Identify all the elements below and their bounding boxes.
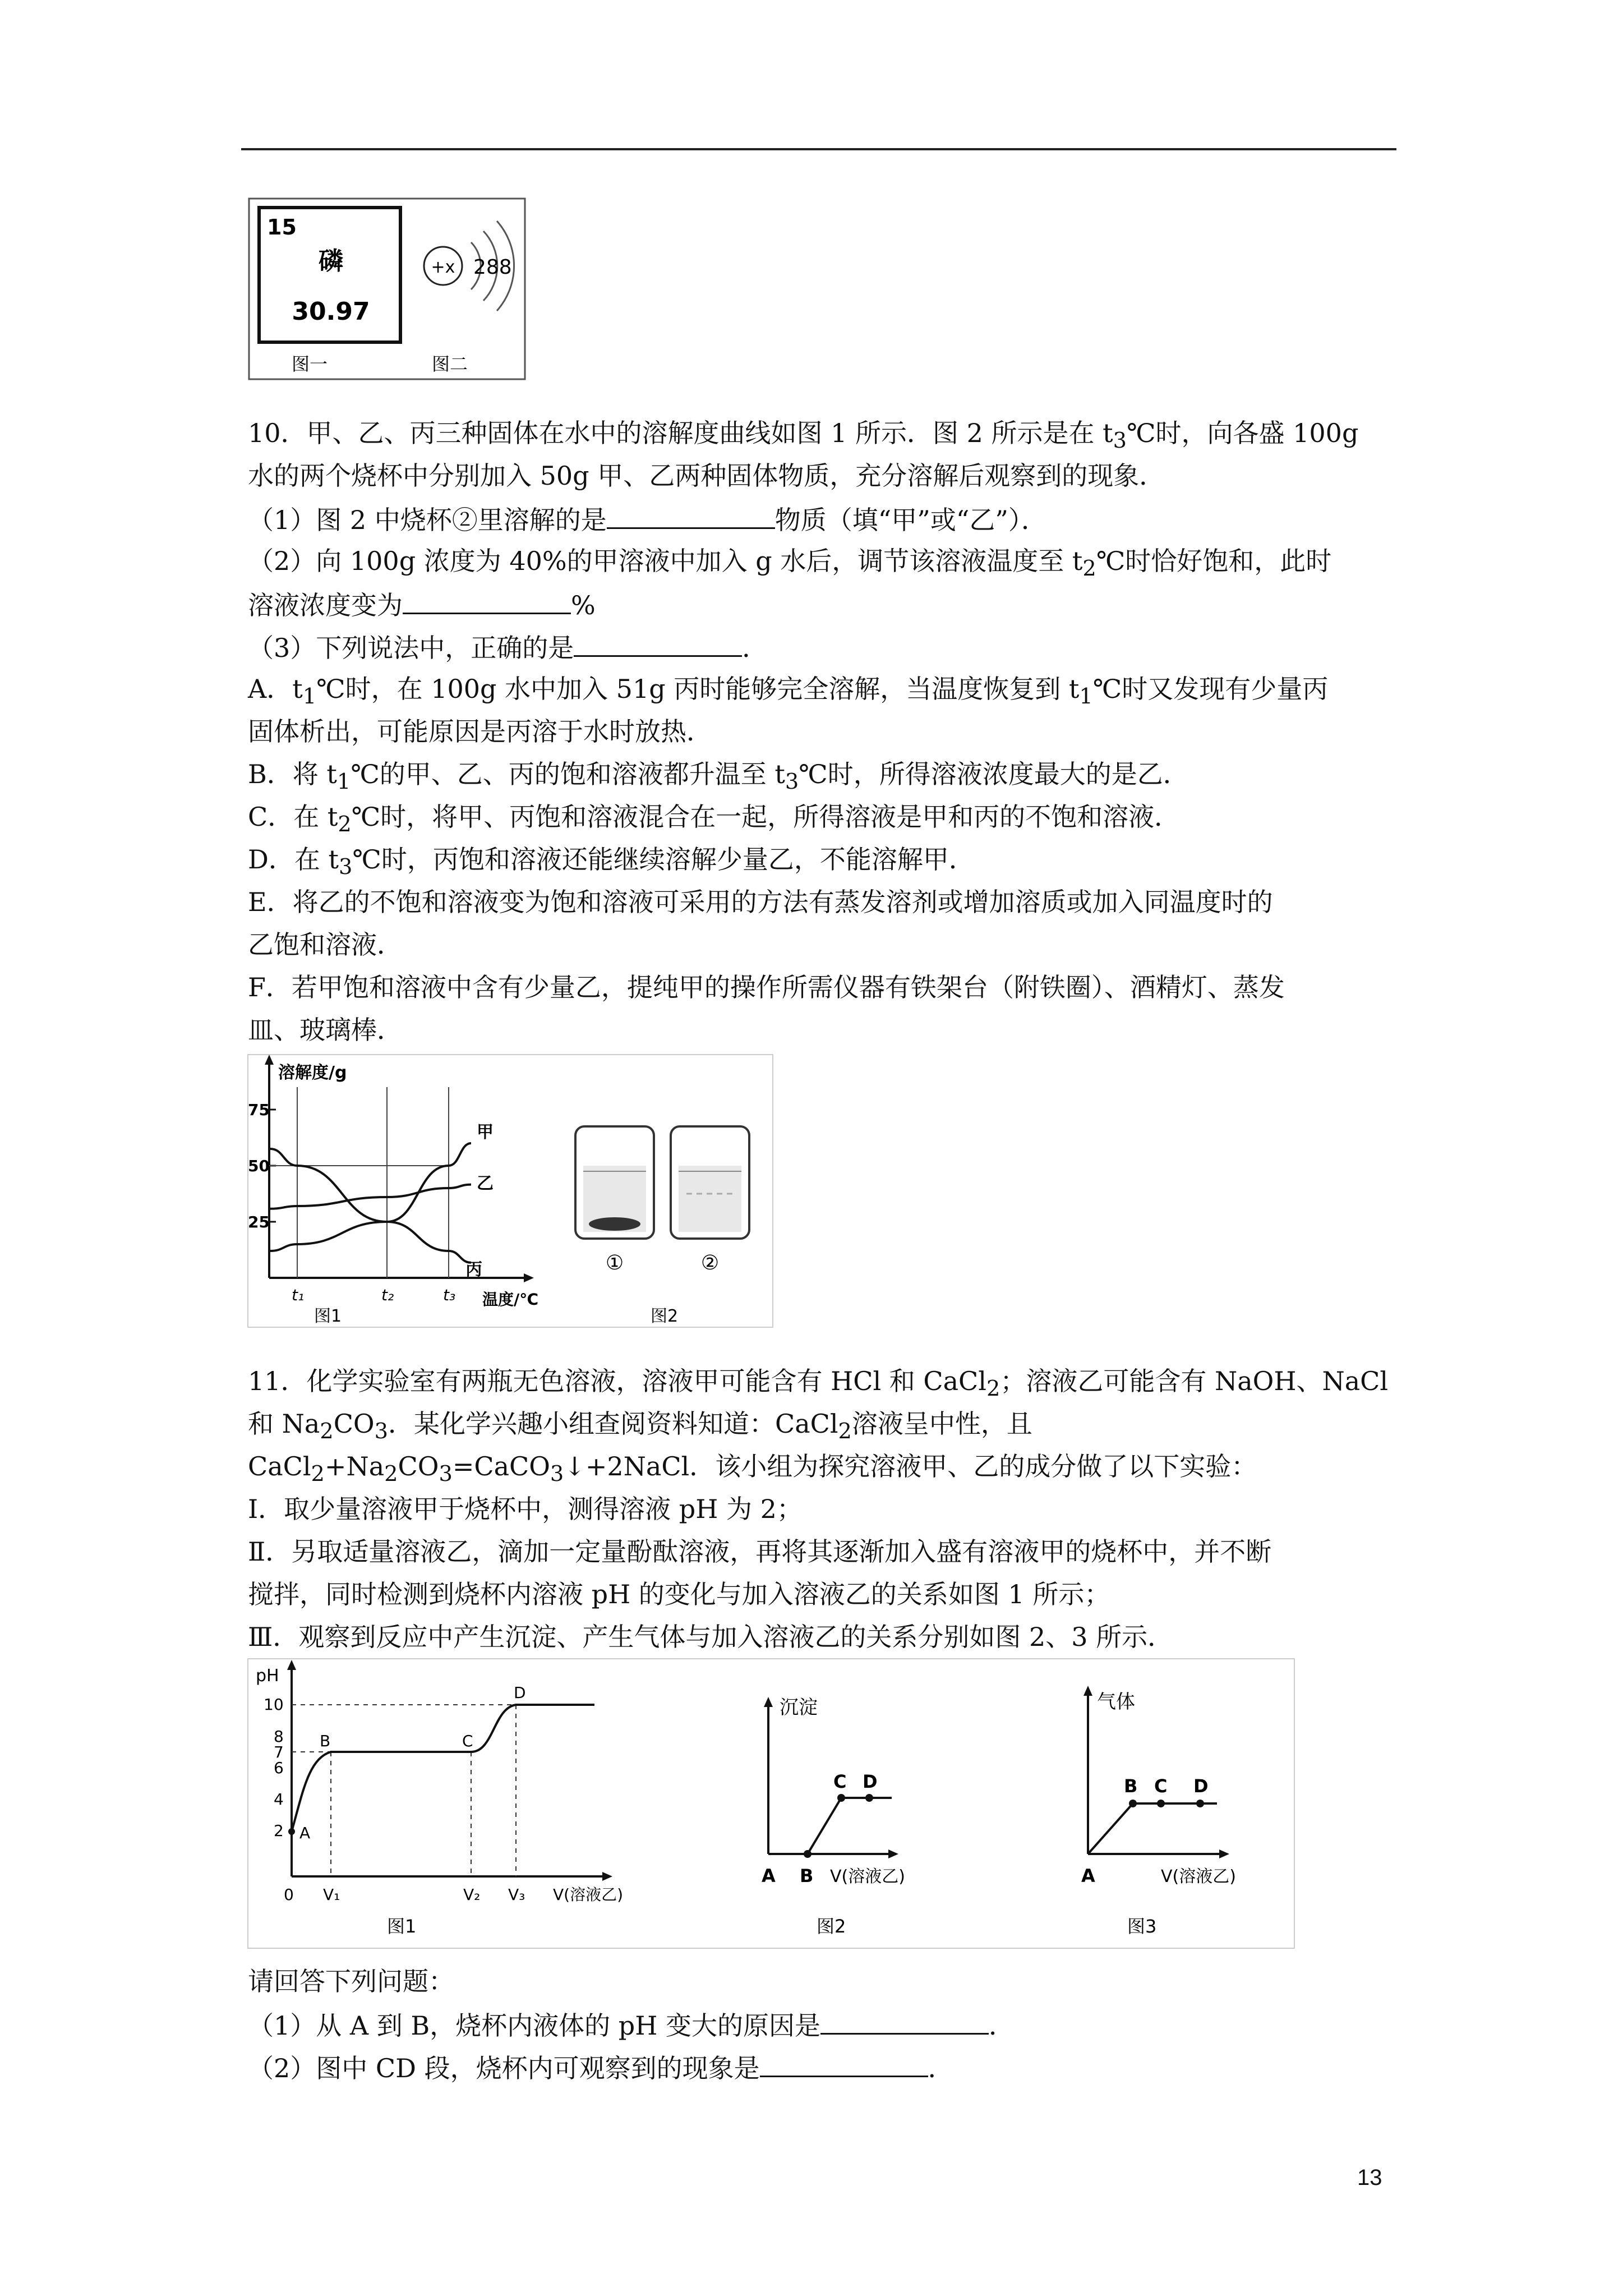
- x-axis-arrow: [524, 1273, 534, 1282]
- x-tick-label: t₃: [443, 1286, 456, 1304]
- q10-part-2b: 溶液浓度变为 %: [248, 587, 596, 622]
- gas-chart: [1081, 1686, 1236, 1937]
- x-axis-label: 温度/℃: [482, 1290, 539, 1309]
- ph-tick-4: 4: [274, 1790, 284, 1809]
- precip-point-d: D: [863, 1771, 878, 1792]
- gas-point-b: B: [1124, 1775, 1138, 1797]
- ph-x-tick-v1: V₁: [323, 1885, 340, 1904]
- gas-point-a: A: [1081, 1865, 1095, 1887]
- q11-step-3: Ⅲ．观察到反应中产生沉淀、产生气体与加入溶液乙的关系分别如图 2、3 所示．: [248, 1622, 1174, 1652]
- q11-figures: [247, 1658, 1295, 1949]
- precip-caption: 图2: [817, 1916, 846, 1937]
- curve-label: 丙: [465, 1259, 482, 1280]
- gas-point-c: C: [1154, 1775, 1168, 1797]
- element-figure: [247, 196, 527, 381]
- precip-point-c: C: [833, 1771, 847, 1792]
- page-number: 13: [1357, 2165, 1382, 2190]
- q10-option-a: A．$t_1℃$时，在 100g 水中加入 51g 丙时能够完全溶解，当温度恢复到 $t_1℃$时又发现有少量丙: [248, 674, 1329, 710]
- q11-answer-1: （1）从 A 到 B，烧杯内液体的 pH 变大的原因是 ．: [248, 2007, 1015, 2042]
- ph-tick-10: 10: [264, 1695, 284, 1714]
- answer-blank[interactable]: [607, 501, 775, 529]
- element-name: 磷: [319, 247, 343, 275]
- gas-y-label: 气体: [1097, 1691, 1135, 1713]
- ph-tick-8: 8: [274, 1727, 284, 1746]
- ph-chart: [256, 1660, 623, 1937]
- q10-stem-1: 10．甲、乙、丙三种固体在水中的溶解度曲线如图 1 所示．图 2 所示是在 $t_3℃$时，向各盛 100g: [248, 418, 1359, 454]
- ph-tick-2: 2: [274, 1821, 284, 1840]
- header-rule: [241, 148, 1396, 150]
- caption-fig2: 图2: [651, 1306, 679, 1326]
- q10-option-e: E．将乙的不饱和溶液变为饱和溶液可采用的方法有蒸发溶剂或增加溶质或加入同温度时的: [248, 887, 1273, 917]
- beaker-label-1: ①: [605, 1251, 624, 1274]
- y-tick-label: 75: [248, 1101, 270, 1119]
- beaker-label-2: ②: [700, 1251, 720, 1274]
- q11-stem-2: 和 $Na_2CO_3$．某化学兴趣小组查阅资料知道：CaCl$_2$溶液呈中性，且: [248, 1409, 1032, 1444]
- q10-part-2: （2）向 100g 浓度为 40%的甲溶液中加入 g 水后，调节该溶液温度至 $t_2℃$时恰好饱和，此时: [248, 546, 1332, 582]
- curve-label: 乙: [477, 1174, 494, 1194]
- solubility-chart: [248, 1055, 538, 1326]
- ph-point-a: A: [299, 1824, 311, 1842]
- curve-label: 甲: [477, 1122, 494, 1142]
- gas-caption: 图3: [1127, 1916, 1157, 1937]
- beaker-1: [575, 1126, 654, 1274]
- undissolved-solid: [589, 1217, 640, 1231]
- ph-y-label: pH: [256, 1666, 279, 1686]
- y-tick-label: 25: [248, 1213, 270, 1231]
- ph-x-tick-v2: V₂: [463, 1885, 481, 1904]
- q10-option-d: D．在 $t_3℃$时，丙饱和溶液还能继续溶解少量乙，不能溶解甲．: [248, 844, 975, 880]
- q10-part-1: （1）图 2 中烧杯②里溶解的是 物质（填“甲”或“乙”）．: [248, 501, 1047, 537]
- element-number: 15: [267, 215, 297, 240]
- q10-stem-2: 水的两个烧杯中分别加入 50g 甲、乙两种固体物质，充分溶解后观察到的现象．: [248, 461, 1165, 491]
- q11-step-2-cont: 搅拌，同时检测到烧杯内溶液 pH 的变化与加入溶液乙的关系如图 1 所示；: [248, 1579, 1110, 1609]
- caption-fig1: 图1: [314, 1306, 342, 1326]
- precip-y-label: 沉淀: [780, 1696, 818, 1719]
- gas-x-label: V(溶液乙): [1161, 1867, 1236, 1887]
- precipitate-chart: [762, 1696, 905, 1937]
- precip-point-b: B: [800, 1865, 814, 1887]
- precip-curve: [768, 1798, 892, 1854]
- q10-option-f: F．若甲饱和溶液中含有少量乙，提纯甲的操作所需仪器有铁架台（附铁圈）、酒精灯、蒸发: [248, 972, 1285, 1002]
- q10-option-c: C．在 $t_2℃$时，将甲、丙饱和溶液混合在一起，所得溶液是甲和丙的不饱和溶液．: [248, 802, 1181, 838]
- answer-blank[interactable]: [820, 2007, 989, 2035]
- ph-caption: 图1: [387, 1916, 417, 1937]
- q10-option-f-cont: 皿、玻璃棒．: [248, 1015, 403, 1045]
- q10-option-b: B．将 $t_1℃$的甲、乙、丙的饱和溶液都升温至 $t_3℃$时，所得溶液浓度最大的是乙．: [248, 759, 1189, 795]
- ph-x-tick-0: 0: [284, 1885, 294, 1904]
- electron-shells: 288: [473, 256, 512, 279]
- q11-step-2: Ⅱ．另取适量溶液乙，滴加一定量酚酞溶液，再将其逐渐加入盛有溶液甲的烧杯中，并不断: [248, 1536, 1272, 1567]
- q11-ask: 请回答下列问题：: [248, 1966, 454, 1996]
- gas-point-d: D: [1193, 1775, 1209, 1797]
- q11-equation: $CaCl_2+Na_2CO_3=CaCO_3↓+2NaCl$．该小组为探究溶液甲、乙的成分做了以下实验：: [248, 1451, 1257, 1487]
- ph-point-b: B: [320, 1732, 331, 1750]
- y-tick-label: 50: [248, 1157, 270, 1175]
- precip-point-a: A: [762, 1865, 776, 1887]
- q10-option-e-cont: 乙饱和溶液．: [248, 930, 403, 960]
- answer-blank[interactable]: [574, 629, 742, 657]
- ph-curve: [292, 1705, 594, 1832]
- y-axis-arrow: [265, 1055, 274, 1065]
- ph-tick-6: 6: [274, 1759, 284, 1777]
- y-axis-label: 溶解度/g: [278, 1063, 347, 1083]
- x-tick-label: t₁: [292, 1286, 305, 1304]
- q10-part-3: （3）下列说法中，正确的是 ．: [248, 629, 768, 665]
- element-mass: 30.97: [292, 297, 370, 326]
- precip-x-label: V(溶液乙): [830, 1867, 905, 1887]
- solubility-figure: [247, 1053, 774, 1328]
- ph-point-c: C: [462, 1732, 473, 1750]
- q10-option-a-cont: 固体析出，可能原因是丙溶于水时放热．: [248, 716, 712, 747]
- caption-fig-one: 图一: [292, 353, 328, 375]
- answer-blank[interactable]: [760, 2050, 928, 2077]
- q11-answer-2: （2）图中 CD 段，烧杯内可观察到的现象是 ．: [248, 2050, 954, 2085]
- caption-fig-two: 图二: [432, 353, 468, 375]
- gas-curve: [1088, 1803, 1217, 1854]
- beaker-2: [671, 1126, 749, 1274]
- q11-step-1: Ⅰ．取少量溶液甲于烧杯中，测得溶液 pH 为 2；: [248, 1494, 803, 1524]
- ph-point-d: D: [514, 1683, 526, 1702]
- answer-blank[interactable]: [403, 587, 571, 614]
- ph-x-tick-v3: V₃: [508, 1885, 525, 1904]
- ph-tick-7: 7: [274, 1743, 284, 1761]
- q11-stem-1: 11．化学实验室有两瓶无色溶液，溶液甲可能含有 HCl 和 CaCl$_2$；溶液乙可能含有 NaOH、NaCl: [248, 1366, 1389, 1402]
- nucleus-charge: +x: [431, 257, 455, 277]
- curve-1: [270, 1185, 471, 1209]
- ph-x-label: V(溶液乙): [553, 1885, 624, 1904]
- x-tick-label: t₂: [381, 1286, 394, 1304]
